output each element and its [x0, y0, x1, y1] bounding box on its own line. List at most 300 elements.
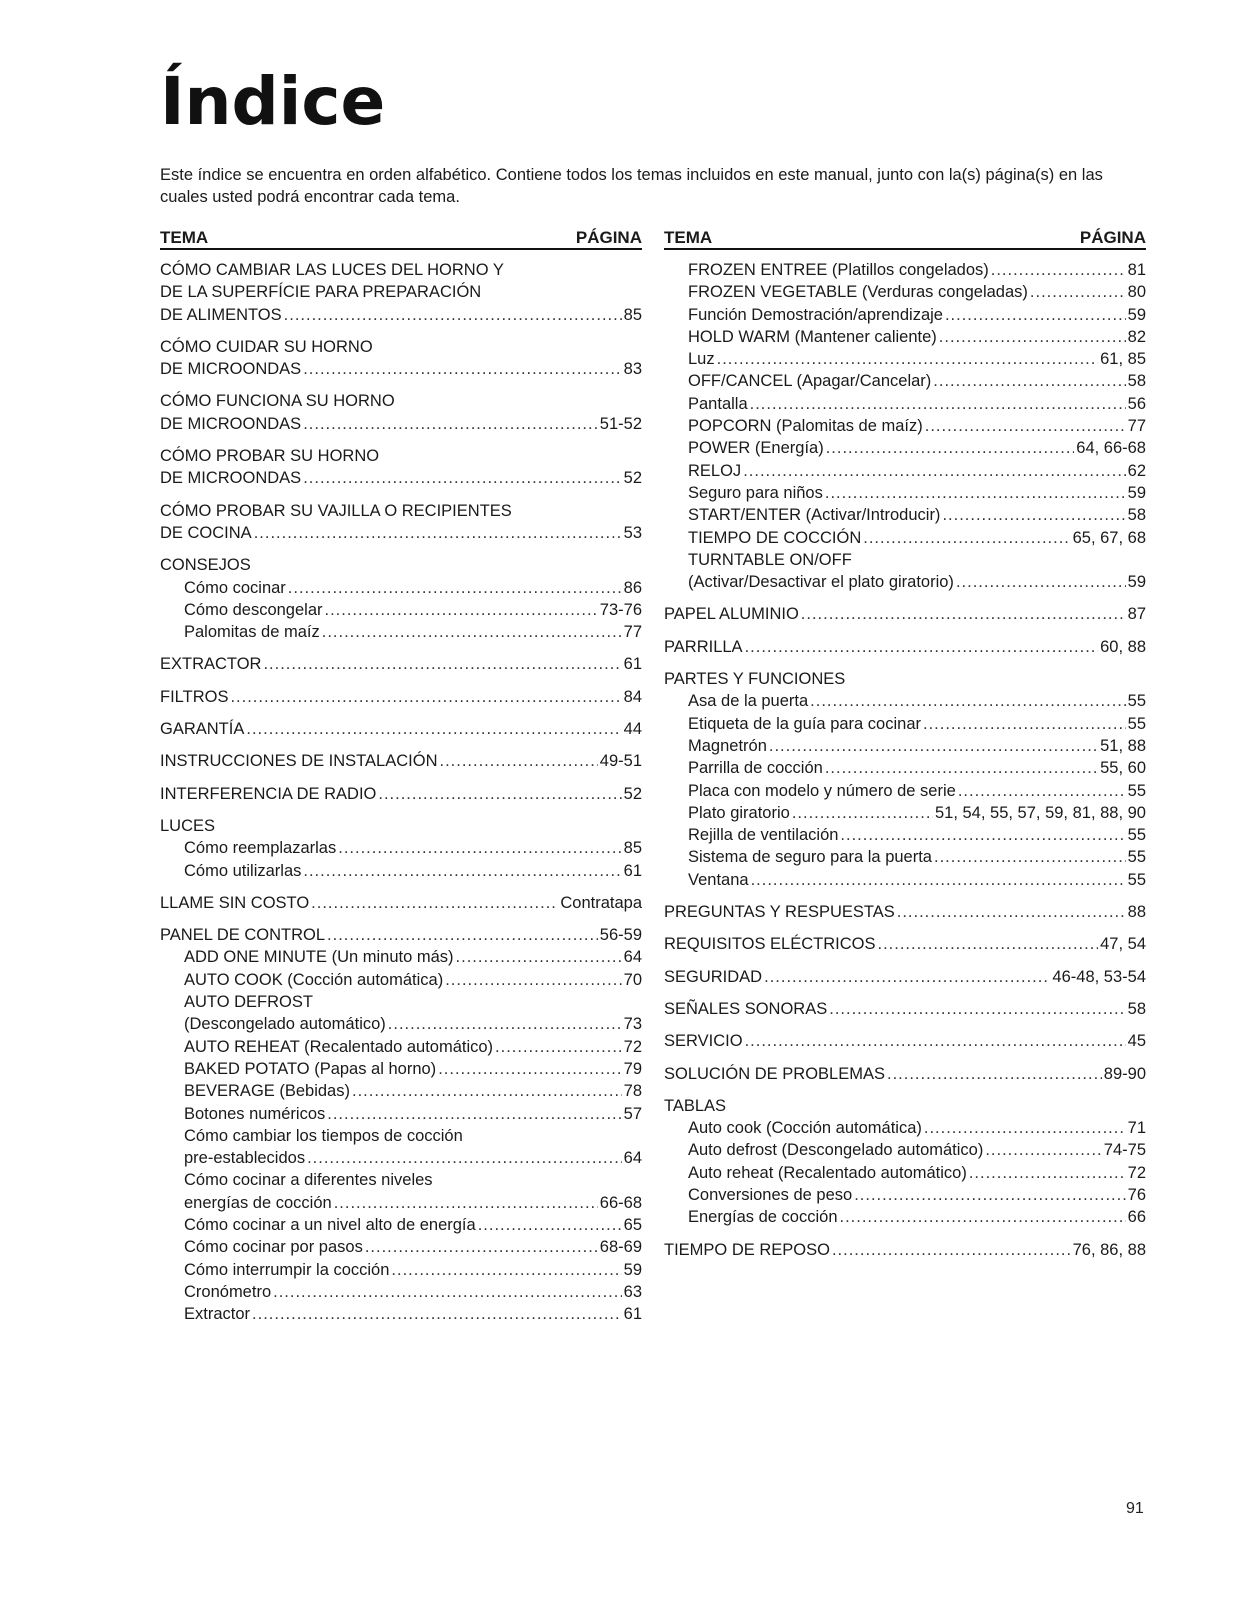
entry-topic: PAPEL ALUMINIO	[664, 605, 799, 624]
dot-leader	[303, 860, 621, 882]
index-entry	[160, 1214, 642, 1236]
entry-page: 49-51	[599, 752, 642, 771]
entry-topic: HOLD WARM (Mantener caliente)	[688, 327, 937, 346]
dot-leader	[829, 998, 1125, 1020]
index-entry	[160, 259, 642, 281]
dot-leader	[969, 1162, 1126, 1184]
dot-leader	[743, 460, 1125, 482]
dot-leader	[925, 415, 1126, 437]
entry-page: 70	[623, 970, 642, 989]
entry-page: 45	[1127, 1032, 1146, 1051]
entry-page: 55, 60	[1100, 759, 1146, 778]
index-entry	[664, 901, 1146, 923]
entry-topic: Energías de cocción	[688, 1208, 838, 1227]
entry-topic: Cómo descongelar	[184, 600, 323, 619]
index-entry	[160, 554, 642, 576]
entry-page: 59	[1127, 573, 1146, 592]
entry-topic: Cómo cambiar los tiempos de cocción	[184, 1126, 463, 1145]
dot-leader	[365, 1236, 598, 1258]
index-entry	[160, 1080, 642, 1102]
entry-page: 53	[623, 523, 642, 542]
entry-topic: CÓMO FUNCIONA SU HORNO	[160, 392, 395, 411]
entry-topic: Pantalla	[688, 394, 748, 413]
index-entry	[664, 1095, 1146, 1117]
entry-topic: Ventana	[688, 870, 749, 889]
dot-leader	[303, 467, 621, 489]
dot-leader	[352, 1080, 622, 1102]
index-entry	[160, 718, 642, 740]
entry-topic: DE MICROONDAS	[160, 469, 302, 488]
index-entry	[160, 1259, 642, 1281]
index-entry	[160, 1192, 642, 1214]
entry-topic: Función Demostración/aprendizaje	[688, 305, 943, 324]
dot-leader	[439, 750, 597, 772]
index-entry	[160, 281, 642, 303]
index-entry	[664, 1239, 1146, 1261]
index-entry	[664, 415, 1146, 437]
entry-topic: Cómo reemplazarlas	[184, 839, 337, 858]
index-entry	[664, 757, 1146, 779]
entry-topic: DE MICROONDAS	[160, 360, 302, 379]
dot-leader	[284, 304, 622, 326]
entry-topic: INSTRUCCIONES DE INSTALACIÓN	[160, 752, 438, 771]
entry-page: 47, 54	[1100, 935, 1146, 954]
entry-page: 64, 66-68	[1076, 439, 1146, 458]
entry-topic: Cómo utilizarlas	[184, 861, 302, 880]
dot-leader	[745, 636, 1099, 658]
entry-topic: DE ALIMENTOS	[160, 305, 282, 324]
entry-page: 73-76	[599, 600, 642, 619]
dot-leader	[327, 1103, 621, 1125]
entry-page: 82	[1127, 327, 1146, 346]
dot-leader	[801, 603, 1126, 625]
entry-page: 81	[1127, 261, 1146, 279]
entry-page: 72	[623, 1037, 642, 1056]
index-entry	[160, 500, 642, 522]
entry-topic: Placa con modelo y número de serie	[688, 781, 956, 800]
index-entry	[664, 1117, 1146, 1139]
entry-page: 58	[1127, 999, 1146, 1018]
index-entry	[664, 571, 1146, 593]
entry-topic: Cómo cocinar por pasos	[184, 1238, 363, 1257]
entry-page: 60, 88	[1100, 637, 1146, 656]
entry-topic: Botones numéricos	[184, 1104, 326, 1123]
dot-leader	[327, 924, 598, 946]
dot-leader	[338, 837, 621, 859]
dot-leader	[445, 969, 621, 991]
index-entry	[160, 1125, 642, 1147]
entry-topic: Auto defrost (Descongelado automático)	[688, 1141, 984, 1160]
dot-leader	[334, 1192, 598, 1214]
index-entry	[160, 358, 642, 380]
index-entry	[664, 370, 1146, 392]
index-entry	[160, 1303, 642, 1325]
dot-leader	[378, 783, 621, 805]
dot-leader	[840, 824, 1125, 846]
entry-page: 61	[623, 861, 642, 880]
page-number: 91	[1126, 1500, 1144, 1517]
index-entry	[160, 815, 642, 837]
entry-topic: Extractor	[184, 1305, 251, 1324]
intro-paragraph: Este índice se encuentra en orden alfabético. Contiene todos los temas incluidos en este manual, junto con la(s) página(s) en las cuales usted podrá encontrar cada tema.	[160, 166, 1103, 206]
entry-topic: OFF/CANCEL (Apagar/Cancelar)	[688, 372, 932, 391]
entry-topic: AUTO REHEAT (Recalentado automático)	[184, 1037, 494, 1056]
index-entry	[664, 460, 1146, 482]
page-title: Índice	[160, 63, 386, 140]
entry-page: 68-69	[599, 1238, 642, 1257]
entry-page: 55	[1127, 714, 1146, 733]
index-entry	[160, 1281, 642, 1303]
index-entry	[160, 577, 642, 599]
entry-topic: RELOJ	[688, 461, 742, 480]
dot-leader	[764, 966, 1050, 988]
entry-page: 66	[1127, 1208, 1146, 1227]
entry-topic: Cómo cocinar a un nivel alto de energía	[184, 1215, 476, 1234]
index-entry	[160, 1147, 642, 1169]
dot-leader	[934, 846, 1126, 868]
index-entry	[160, 860, 642, 882]
entry-page: 55	[1127, 870, 1146, 889]
dot-leader	[478, 1214, 622, 1236]
entry-topic: GARANTÍA	[160, 720, 245, 739]
index-column-right	[664, 224, 1146, 1261]
entry-topic: DE MICROONDAS	[160, 414, 302, 433]
entry-topic: INTERFERENCIA DE RADIO	[160, 784, 377, 803]
dot-leader	[769, 735, 1098, 757]
entry-topic: DE LA SUPERFÍCIE PARA PREPARACIÓN	[160, 283, 482, 302]
dot-leader	[985, 1139, 1101, 1161]
entry-topic: FILTROS	[160, 687, 229, 706]
entry-topic: Sistema de seguro para la puerta	[688, 848, 932, 867]
dot-leader	[924, 1117, 1126, 1139]
index-entry	[160, 522, 642, 544]
dot-leader	[825, 757, 1098, 779]
entry-topic: REQUISITOS ELÉCTRICOS	[664, 935, 876, 954]
entry-page: 56-59	[599, 926, 642, 945]
dot-leader	[810, 690, 1125, 712]
index-entry	[664, 393, 1146, 415]
index-entries-right	[664, 259, 1146, 1261]
index-entry	[664, 482, 1146, 504]
entry-topic: SOLUCIÓN DE PROBLEMAS	[664, 1064, 885, 1083]
index-entry	[664, 549, 1146, 571]
index-entry	[664, 259, 1146, 281]
entry-topic: SERVICIO	[664, 1032, 743, 1051]
entry-topic: SEÑALES SONORAS	[664, 999, 828, 1018]
dot-leader	[391, 1259, 621, 1281]
index-entry	[664, 933, 1146, 955]
entry-topic: Cómo interrumpir la cocción	[184, 1260, 390, 1279]
index-entry	[664, 281, 1146, 303]
entry-topic: Etiqueta de la guía para cocinar	[688, 714, 921, 733]
entry-topic: DE COCINA	[160, 523, 252, 542]
dot-leader	[923, 713, 1126, 735]
index-entry	[160, 686, 642, 708]
entry-topic: Conversiones de peso	[688, 1185, 853, 1204]
entry-page: 61	[623, 1305, 642, 1324]
entry-page: 55	[1127, 826, 1146, 845]
index-entry	[664, 690, 1146, 712]
dot-leader	[991, 259, 1126, 281]
entry-page: 89-90	[1103, 1064, 1146, 1083]
entry-page: 88	[1127, 903, 1146, 922]
entry-page: 65, 67, 68	[1072, 528, 1146, 547]
dot-leader	[263, 653, 621, 675]
entry-topic: CÓMO CUIDAR SU HORNO	[160, 337, 373, 356]
entry-page: 74-75	[1103, 1141, 1146, 1160]
dot-leader	[325, 599, 598, 621]
index-entry	[160, 750, 642, 772]
index-entry	[160, 1103, 642, 1125]
index-entry	[664, 824, 1146, 846]
entry-page: 44	[623, 720, 642, 739]
index-entry	[664, 437, 1146, 459]
entry-page: 52	[623, 784, 642, 803]
dot-leader	[388, 1013, 622, 1035]
index-entry	[664, 802, 1146, 824]
index-entry	[160, 837, 642, 859]
dot-leader	[751, 869, 1126, 891]
entry-page: 61, 85	[1100, 350, 1146, 369]
entry-topic: CÓMO CAMBIAR LAS LUCES DEL HORNO Y	[160, 261, 504, 279]
index-entries-left	[160, 259, 642, 1325]
dot-leader	[863, 527, 1070, 549]
index-entry	[160, 304, 642, 326]
entry-topic: BEVERAGE (Bebidas)	[184, 1082, 350, 1101]
entry-page: 76, 86, 88	[1072, 1240, 1146, 1259]
index-entry	[160, 946, 642, 968]
dot-leader	[1030, 281, 1126, 303]
index-entry	[664, 869, 1146, 891]
index-entry	[664, 636, 1146, 658]
entry-page: 55	[1127, 781, 1146, 800]
entry-topic: ADD ONE MINUTE (Un minuto más)	[184, 948, 454, 967]
index-entry	[160, 599, 642, 621]
entry-topic: CÓMO PROBAR SU VAJILLA O RECIPIENTES	[160, 501, 512, 520]
entry-page: 59	[1127, 305, 1146, 324]
entry-page: 56	[1127, 394, 1146, 413]
dot-leader	[792, 802, 933, 824]
index-entry	[664, 326, 1146, 348]
entry-topic: pre-establecidos	[184, 1149, 306, 1168]
entry-page: 58	[1127, 506, 1146, 525]
entry-page: 76	[1127, 1185, 1146, 1204]
index-entry	[664, 1162, 1146, 1184]
entry-topic: EXTRACTOR	[160, 655, 262, 674]
entry-page: 59	[623, 1260, 642, 1279]
dot-leader	[878, 933, 1099, 955]
tema-header: TEMA	[160, 228, 209, 247]
index-entry	[160, 969, 642, 991]
dot-leader	[933, 370, 1125, 392]
entry-page: 64	[623, 948, 642, 967]
entry-topic: Cómo cocinar	[184, 578, 286, 597]
index-entry	[160, 783, 642, 805]
entry-page: 55	[1127, 848, 1146, 867]
entry-page: 86	[623, 578, 642, 597]
entry-page: 63	[623, 1282, 642, 1301]
dot-leader	[288, 577, 622, 599]
entry-page: 80	[1127, 283, 1146, 302]
entry-topic: FROZEN VEGETABLE (Verduras congeladas)	[688, 283, 1028, 302]
entry-topic: TABLAS	[664, 1096, 727, 1115]
entry-topic: energías de cocción	[184, 1193, 332, 1212]
dot-leader	[456, 946, 622, 968]
entry-topic: Cómo cocinar a diferentes niveles	[184, 1171, 433, 1190]
entry-topic: Rejilla de ventilación	[688, 826, 839, 845]
column-header	[160, 224, 642, 250]
index-entry	[664, 713, 1146, 735]
index-entry	[160, 467, 642, 489]
index-entry	[664, 304, 1146, 326]
entry-topic: (Descongelado automático)	[184, 1015, 386, 1034]
dot-leader	[854, 1184, 1125, 1206]
entry-page: 51, 54, 55, 57, 59, 81, 88, 90	[934, 803, 1146, 822]
entry-topic: Cronómetro	[184, 1282, 272, 1301]
entry-topic: PARRILLA	[664, 637, 743, 656]
index-entry	[664, 735, 1146, 757]
dot-leader	[832, 1239, 1071, 1261]
entry-topic: Plato giratorio	[688, 803, 790, 822]
entry-page: 84	[623, 687, 642, 706]
index-entry	[160, 1036, 642, 1058]
entry-topic: TURNTABLE ON/OFF	[688, 550, 852, 569]
entry-topic: TIEMPO DE REPOSO	[664, 1240, 830, 1259]
entry-page: 59	[1127, 483, 1146, 502]
entry-page: 83	[623, 360, 642, 379]
entry-topic: START/ENTER (Activar/Introducir)	[688, 506, 941, 525]
dot-leader	[230, 686, 621, 708]
entry-topic: Seguro para niños	[688, 483, 823, 502]
dot-leader	[958, 780, 1126, 802]
dot-leader	[840, 1206, 1126, 1228]
dot-leader	[252, 1303, 622, 1325]
index-entry	[664, 966, 1146, 988]
dot-leader	[311, 892, 558, 914]
dot-leader	[887, 1063, 1102, 1085]
dot-leader	[303, 358, 621, 380]
index-entry	[160, 892, 642, 914]
index-entry	[664, 998, 1146, 1020]
index-entry	[160, 413, 642, 435]
index-entry	[664, 504, 1146, 526]
dot-leader	[942, 504, 1125, 526]
entry-topic: LLAME SIN COSTO	[160, 893, 310, 912]
index-entry	[664, 846, 1146, 868]
index-entry	[664, 603, 1146, 625]
index-entry	[664, 527, 1146, 549]
entry-topic: Luz	[688, 350, 715, 369]
dot-leader	[745, 1030, 1126, 1052]
dot-leader	[246, 718, 621, 740]
index-entry	[160, 336, 642, 358]
tema-header: TEMA	[664, 228, 713, 247]
index-entry	[160, 991, 642, 1013]
index-entry	[160, 621, 642, 643]
entry-topic: PREGUNTAS Y RESPUESTAS	[664, 903, 895, 922]
entry-topic: AUTO COOK (Cocción automática)	[184, 970, 444, 989]
entry-page: 61	[623, 655, 642, 674]
entry-page: 52	[623, 469, 642, 488]
entry-topic: SEGURIDAD	[664, 967, 763, 986]
index-entry	[160, 445, 642, 467]
dot-leader	[495, 1036, 622, 1058]
entry-topic: Parrilla de cocción	[688, 759, 823, 778]
dot-leader	[825, 482, 1126, 504]
entry-page: 62	[1127, 461, 1146, 480]
entry-page: 72	[1127, 1163, 1146, 1182]
entry-page: 65	[623, 1215, 642, 1234]
entry-page: 64	[623, 1149, 642, 1168]
entry-page: 87	[1127, 605, 1146, 624]
dot-leader	[939, 326, 1126, 348]
dot-leader	[956, 571, 1126, 593]
entry-topic: Auto cook (Cocción automática)	[688, 1119, 922, 1138]
entry-page: 51-52	[599, 414, 642, 433]
entry-page: 73	[623, 1015, 642, 1034]
dot-leader	[897, 901, 1126, 923]
dot-leader	[254, 522, 622, 544]
entry-topic: POWER (Energía)	[688, 439, 824, 458]
dot-leader	[717, 348, 1099, 370]
dot-leader	[826, 437, 1075, 459]
entry-page: 85	[623, 305, 642, 324]
entry-topic: BAKED POTATO (Papas al horno)	[184, 1059, 437, 1078]
dot-leader	[307, 1147, 622, 1169]
entry-page: 77	[623, 623, 642, 642]
entry-topic: PARTES Y FUNCIONES	[664, 670, 846, 689]
dot-leader	[273, 1281, 622, 1303]
dot-leader	[750, 393, 1126, 415]
entry-topic: LUCES	[160, 816, 216, 835]
index-entry	[160, 1236, 642, 1258]
entry-topic: POPCORN (Palomitas de maíz)	[688, 417, 923, 436]
entry-topic: Auto reheat (Recalentado automático)	[688, 1163, 967, 1182]
entry-topic: AUTO DEFROST	[184, 993, 313, 1012]
index-entry	[664, 668, 1146, 690]
index-entry	[160, 390, 642, 412]
entry-topic: Asa de la puerta	[688, 692, 809, 711]
column-header	[664, 224, 1146, 250]
entry-topic: (Activar/Desactivar el plato giratorio)	[688, 573, 954, 592]
pagina-header: PÁGINA	[575, 228, 642, 247]
entry-page: 79	[623, 1059, 642, 1078]
entry-page: 51, 88	[1100, 736, 1146, 755]
entry-page: 77	[1127, 417, 1146, 436]
index-entry	[160, 653, 642, 675]
index-entry	[664, 1206, 1146, 1228]
entry-page: 85	[623, 839, 642, 858]
pagina-header: PÁGINA	[1079, 228, 1146, 247]
entry-topic: Magnetrón	[688, 736, 767, 755]
index-entry	[664, 1063, 1146, 1085]
entry-topic: Palomitas de maíz	[184, 623, 320, 642]
index-entry	[664, 1139, 1146, 1161]
entry-page: 66-68	[599, 1193, 642, 1212]
dot-leader	[438, 1058, 621, 1080]
index-entry	[160, 924, 642, 946]
entry-page: 78	[623, 1082, 642, 1101]
index-entry	[160, 1013, 642, 1035]
dot-leader	[322, 621, 622, 643]
entry-page: 58	[1127, 372, 1146, 391]
dot-leader	[303, 413, 598, 435]
entry-topic: PANEL DE CONTROL	[160, 926, 326, 945]
entry-page: 55	[1127, 692, 1146, 711]
index-entry	[664, 348, 1146, 370]
index-entry	[160, 1169, 642, 1191]
index-entry	[160, 1058, 642, 1080]
